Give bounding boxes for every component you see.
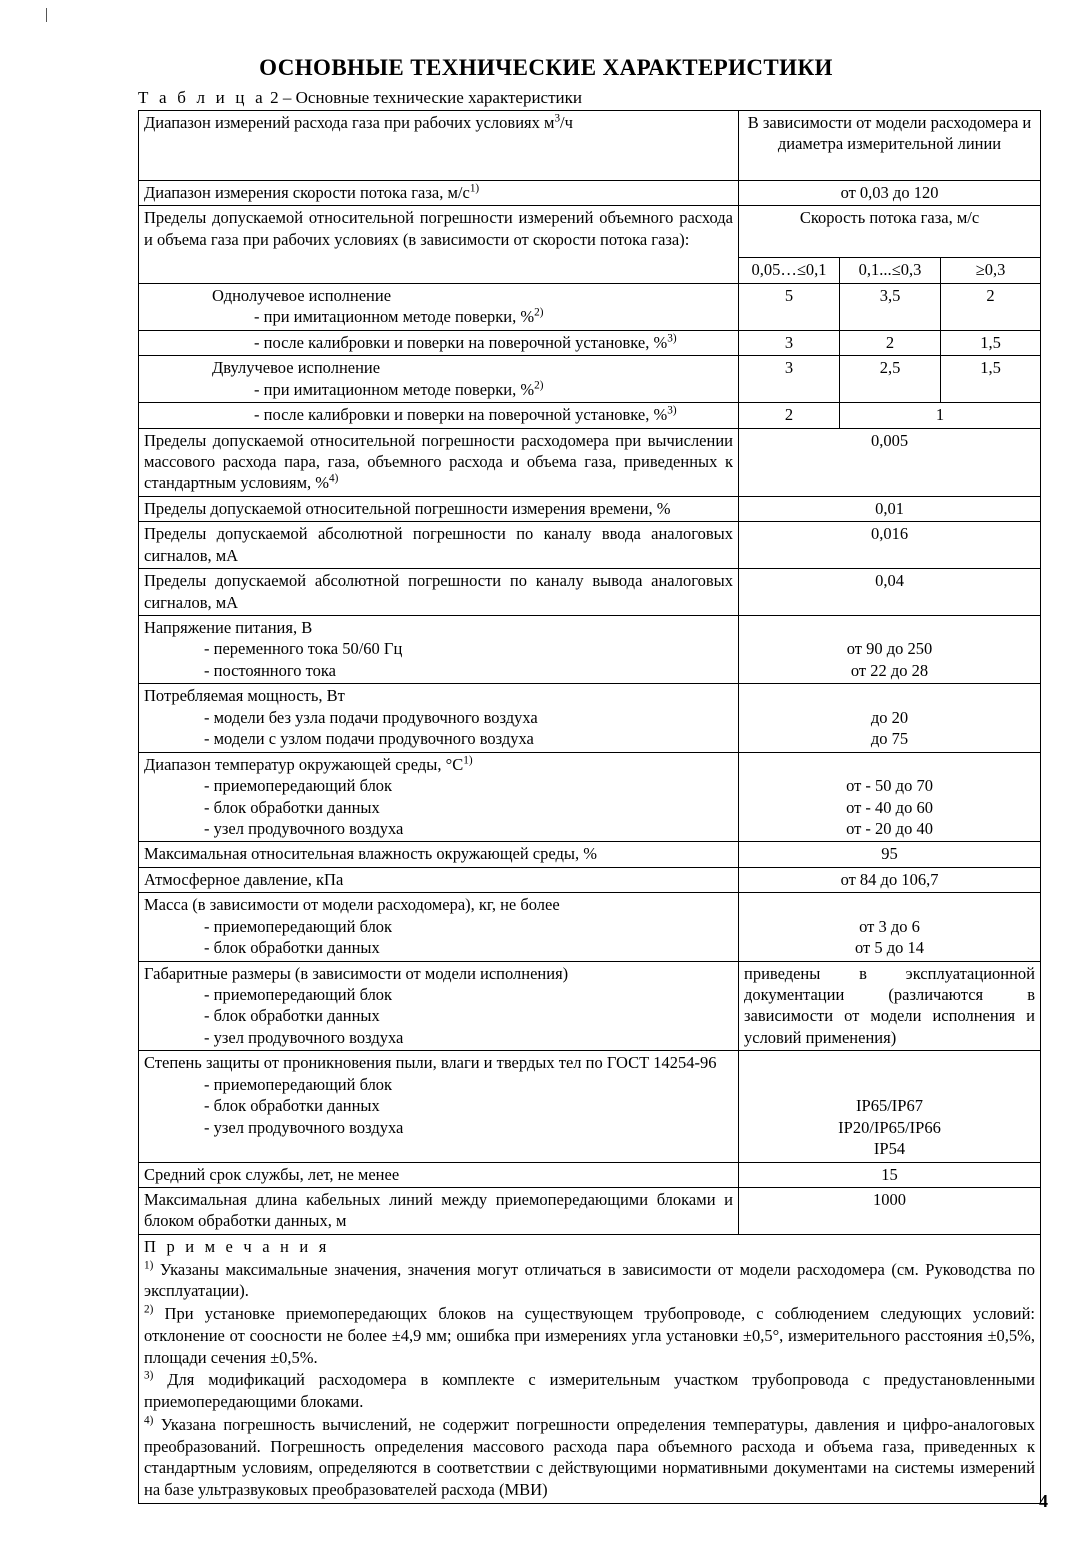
row-value-line: IP65/IP67 <box>856 1096 923 1116</box>
row-label: Средний срок службы, лет, не менее <box>139 1162 739 1187</box>
row-value: 95 <box>739 842 1041 867</box>
row-label: - после калибровки и поверки на поверочной установке, %$^{3)}$ <box>139 403 739 428</box>
row-value: 1000 <box>739 1187 1041 1234</box>
note-marker: 3) <box>144 1369 154 1382</box>
row-value-line: от 3 до 6 <box>859 916 920 936</box>
speed-column-header: 0,05…≤0,1 <box>739 258 840 283</box>
table-row <box>139 356 1041 403</box>
notes-title: П р и м е ч а н и я <box>144 1236 330 1256</box>
table-row <box>139 569 1041 616</box>
row-value: 3 <box>739 330 840 355</box>
table-row <box>139 428 1041 496</box>
row-label: Пределы допускаемой относительной погрешности измерения времени, % <box>139 496 739 521</box>
table-row <box>139 1187 1041 1234</box>
superscript-marker: 3) <box>667 332 677 345</box>
table-notes-row <box>139 1234 1041 1503</box>
table-row <box>139 867 1041 892</box>
row-value: 5 <box>739 283 840 330</box>
note-marker: 2) <box>144 1303 154 1316</box>
row-value-line: от 5 до 14 <box>855 938 925 958</box>
row-value: 15 <box>739 1162 1041 1187</box>
row-label: Степень защиты от проникновения пыли, влаги и твердых тел по ГОСТ 14254-96 - приемопередающий блок - блок обработки данных - узел продувочного воздуха <box>139 1051 739 1162</box>
row-label: Максимальная длина кабельных линий между приемопередающими блоками и блоком обработки данных, м <box>139 1187 739 1234</box>
row-value-line: от 90 до 250 <box>846 639 933 659</box>
row-label: Атмосферное давление, кПа <box>139 867 739 892</box>
note-item <box>144 1303 1035 1368</box>
row-label: Пределы допускаемой относительной погрешности измерений объемного расхода и объема газа при рабочих условиях (в зависимости от скорости потока газа): <box>139 206 739 283</box>
row-value: В зависимости от модели расходомера и диаметра измерительной линии <box>739 111 1041 181</box>
specifications-table <box>138 110 1041 1504</box>
row-label: Однолучевое исполнение - при имитационном методе поверки, %$^{2)}$ <box>139 283 739 330</box>
table-row <box>139 961 1041 1051</box>
row-label: - после калибровки и поверки на поверочной установке, %$^{3)}$ <box>139 330 739 355</box>
note-item <box>144 1369 1035 1413</box>
row-value-line: от - 20 до 40 <box>846 818 933 838</box>
speed-header: Скорость потока газа, м/с <box>739 206 1041 258</box>
row-value: 3,5 <box>840 283 941 330</box>
row-value: 2,5 <box>840 356 941 403</box>
row-value: 1,5 <box>941 356 1041 403</box>
row-value <box>739 1051 1041 1162</box>
table-row <box>139 330 1041 355</box>
row-label: Напряжение питания, В - переменного тока 50/60 Гц - постоянного тока <box>139 616 739 684</box>
page-corner-mark <box>40 8 54 22</box>
note-item <box>144 1259 1035 1303</box>
row-value: 1 <box>840 403 1041 428</box>
superscript-marker: 4) <box>329 472 339 485</box>
row-value-line: IP54 <box>873 1139 906 1159</box>
row-value <box>739 684 1041 752</box>
row-value <box>739 752 1041 842</box>
row-value-line: до 75 <box>870 729 909 749</box>
row-value: 0,005 <box>739 428 1041 496</box>
table-caption-rest: 2 – Основные технические характеристики <box>270 88 582 107</box>
note-marker: 4) <box>144 1414 154 1427</box>
row-value: 3 <box>739 356 840 403</box>
superscript-marker: 1) <box>463 754 473 767</box>
row-value: 2 <box>840 330 941 355</box>
superscript-marker: 2) <box>534 379 544 392</box>
table-row <box>139 842 1041 867</box>
table-row <box>139 684 1041 752</box>
row-label: Масса (в зависимости от модели расходомера), кг, не более - приемопередающий блок - блок обработки данных <box>139 893 739 961</box>
row-label: Диапазон измерения скорости потока газа, $м/с^{1)}$ <box>139 181 739 206</box>
superscript-marker: 3) <box>667 404 677 417</box>
row-value: от 0,03 до 120 <box>739 181 1041 206</box>
page-title: ОСНОВНЫЕ ТЕХНИЧЕСКИЕ ХАРАКТЕРИСТИКИ <box>259 55 833 80</box>
table-row <box>139 403 1041 428</box>
table-caption <box>138 88 582 108</box>
speed-column-header: ≥0,3 <box>941 258 1041 283</box>
row-value: приведены в эксплуатационной документации (различаются в зависимости от модели исполнения и условий применения) <box>739 961 1041 1051</box>
row-label: Диапазон измерений расхода газа при рабочих условиях $м^3/ч$ <box>139 111 739 181</box>
row-value: 2 <box>941 283 1041 330</box>
row-value-line: от 22 до 28 <box>850 660 929 680</box>
row-value-line: до 20 <box>870 707 909 727</box>
table-row <box>139 616 1041 684</box>
table-row <box>139 893 1041 961</box>
note-text: Для модификаций расходомера в комплекте с измерительным участком трубопровода с предустановленными приемопередающими блоками. <box>144 1370 1036 1412</box>
row-value-line: IP20/IP65/IP66 <box>838 1117 941 1137</box>
row-label: Пределы допускаемой абсолютной погрешности по каналу вывода аналоговых сигналов, мА <box>139 569 739 616</box>
row-value-line: от - 40 до 60 <box>846 797 933 817</box>
table-row <box>139 283 1041 330</box>
row-value <box>739 893 1041 961</box>
superscript-marker: 1) <box>469 182 480 195</box>
table-row <box>139 1051 1041 1162</box>
superscript-marker: 2) <box>534 306 544 319</box>
note-text: Указана погрешность вычислений, не содержит погрешности определения температуры, давления и цифро-аналоговых преобразований. Погрешность определения массового расхода пара объемного расхода и объема газа, приведенных к стандартным условиям, определяются в соответствии с действующими нормативными документами на системы измерений на базе ультразвуковых преобразователей расхода (МВИ) <box>144 1414 1036 1500</box>
row-value: 1,5 <box>941 330 1041 355</box>
notes-cell <box>139 1234 1041 1503</box>
page-number: 4 <box>1039 1491 1048 1511</box>
note-item <box>144 1414 1035 1501</box>
row-value <box>739 616 1041 684</box>
row-label: Пределы допускаемой абсолютной погрешности по каналу ввода аналоговых сигналов, мА <box>139 522 739 569</box>
superscript-marker: 3 <box>554 112 561 125</box>
note-text: Указаны максимальные значения, значения могут отличаться в зависимости от модели расходомера (см. Руководства по эксплуатации). <box>144 1259 1036 1301</box>
table-row <box>139 522 1041 569</box>
row-label: Диапазон температур окружающей среды, $^\circ С^{1)}$ - приемопередающий блок - блок обработки данных - узел продувочного воздуха <box>139 752 739 842</box>
row-value: 0,04 <box>739 569 1041 616</box>
row-label: Максимальная относительная влажность окружающей среды, % <box>139 842 739 867</box>
row-label: Габаритные размеры (в зависимости от модели исполнения) - приемопередающий блок - блок обработки данных - узел продувочного воздуха <box>139 961 739 1051</box>
table-row <box>139 496 1041 521</box>
table-row <box>139 181 1041 206</box>
speed-column-header: 0,1...≤0,3 <box>840 258 941 283</box>
table-row <box>139 752 1041 842</box>
table-row <box>139 206 1041 258</box>
row-value: 0,01 <box>739 496 1041 521</box>
row-label: Потребляемая мощность, Вт - модели без узла подачи продувочного воздуха - модели с узлом подачи продувочного воздуха <box>139 684 739 752</box>
note-text: При установке приемопередающих блоков на существующем трубопроводе, с соблюдением следующих условий: отклонение от соосности не более ±4,9 мм; ошибка при измерениях угла установки ±0,5°, измерительного расстояния ±0,5%, площади сечения ±0,5%. <box>144 1304 1036 1367</box>
table-row <box>139 111 1041 181</box>
row-label: Двулучевое исполнение - при имитационном методе поверки, %$^{2)}$ <box>139 356 739 403</box>
row-value-line: от - 50 до 70 <box>846 776 933 796</box>
note-marker: 1) <box>144 1259 154 1272</box>
table-row <box>139 1162 1041 1187</box>
row-value: 2 <box>739 403 840 428</box>
table-caption-label: Т а б л и ц а <box>138 88 266 107</box>
row-value: от 84 до 106,7 <box>739 867 1041 892</box>
row-label: Пределы допускаемой относительной погрешности расходомера при вычислении массового расхода пара, газа, объемного расхода и объема газа, приведенных к стандартным условиям, %$^{4)}$ <box>139 428 739 496</box>
row-value: 0,016 <box>739 522 1041 569</box>
